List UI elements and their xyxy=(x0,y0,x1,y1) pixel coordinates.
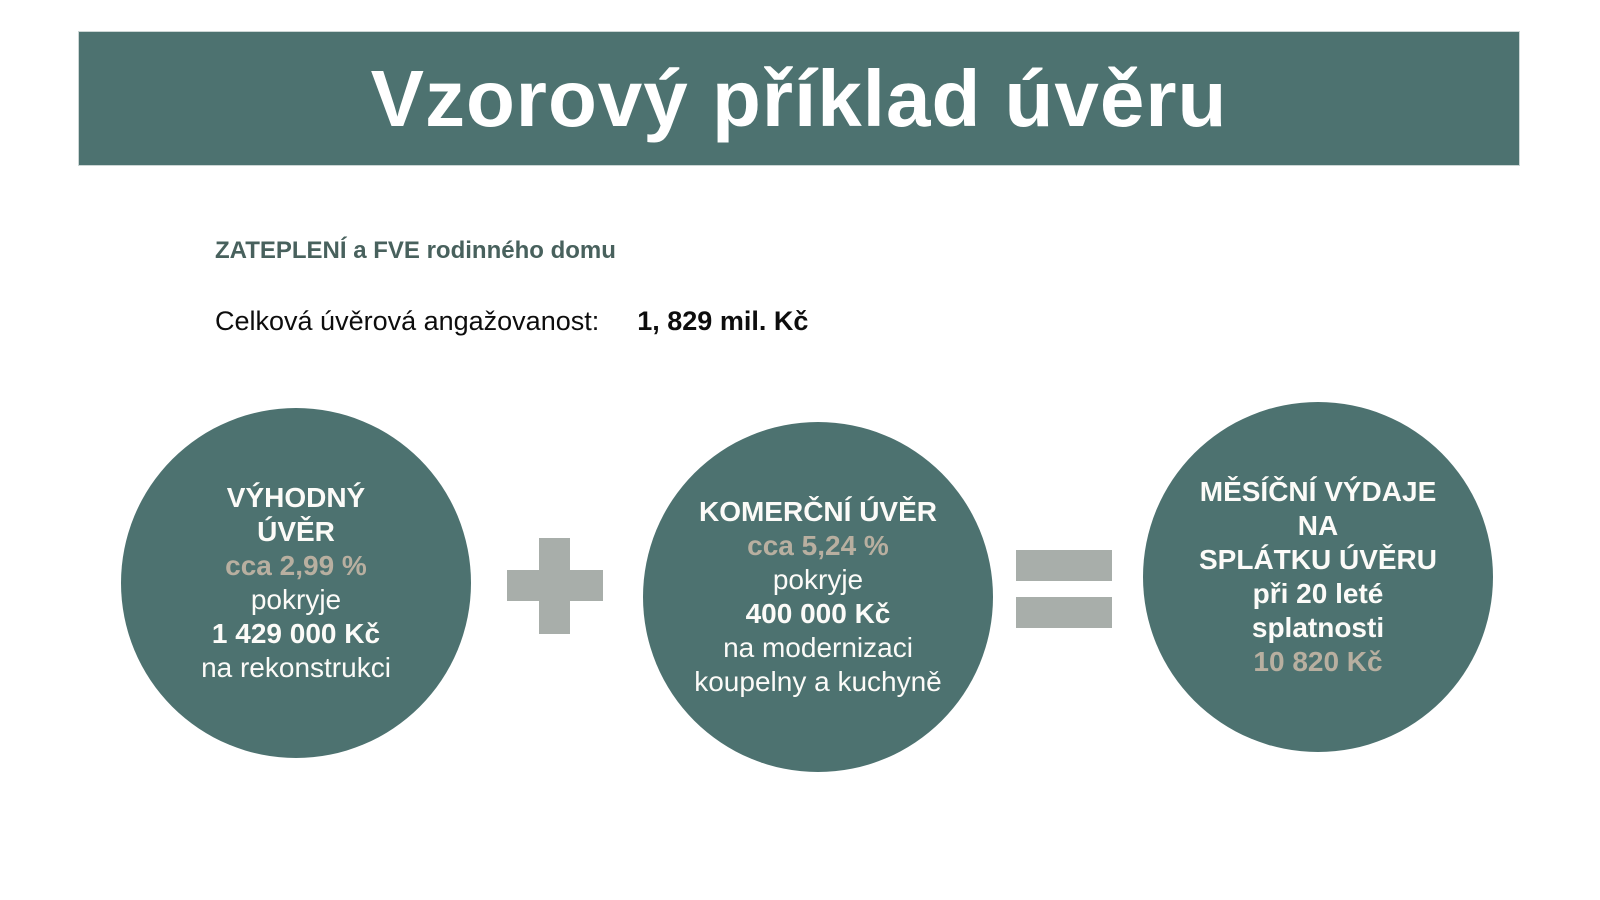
circle-mesicni-vydaje xyxy=(1143,402,1493,752)
equals-icon xyxy=(1016,550,1112,628)
credit-exposure-value: 1, 829 mil. Kč xyxy=(637,306,809,336)
circle-line: při 20 leté xyxy=(1252,578,1384,609)
circle-line-amount: 10 820 Kč xyxy=(1253,646,1383,677)
circle-vyhodny-uver xyxy=(121,408,471,758)
plus-bar-vertical xyxy=(539,538,570,634)
slide-title: Vzorový příklad úvěru xyxy=(370,53,1228,143)
circle-line-rate: cca 5,24 % xyxy=(747,530,889,561)
title-banner xyxy=(78,31,1520,166)
circle-line: VÝHODNÝ xyxy=(226,482,366,513)
circle-line: pokryje xyxy=(772,564,864,595)
circle-komercni-uver xyxy=(643,422,993,772)
circle-line-amount: 1 429 000 Kč xyxy=(211,618,381,649)
equals-bar-top xyxy=(1016,550,1112,581)
circle-line: splatnosti xyxy=(1251,612,1385,643)
circle-line: na rekonstrukci xyxy=(201,652,391,683)
equals-bar-bottom xyxy=(1016,597,1112,628)
circle-line: NA xyxy=(1297,510,1339,541)
circle-line: koupelny a kuchyně xyxy=(694,666,942,697)
credit-exposure-line xyxy=(215,303,808,339)
circle-line: pokryje xyxy=(250,584,342,615)
credit-exposure-label: Celková úvěrová angažovanost: xyxy=(215,306,600,336)
circle-line-rate: cca 2,99 % xyxy=(225,550,367,581)
circle-line-amount: 400 000 Kč xyxy=(745,598,891,629)
circle-line: ÚVĚR xyxy=(257,516,335,547)
project-heading: ZATEPLENÍ a FVE rodinného domu xyxy=(215,237,616,264)
plus-icon xyxy=(507,538,603,634)
circle-line: MĚSÍČNÍ VÝDAJE xyxy=(1199,476,1437,507)
circle-line: na modernizaci xyxy=(723,632,913,663)
circle-line: KOMERČNÍ ÚVĚR xyxy=(698,496,937,527)
circle-line: SPLÁTKU ÚVĚRU xyxy=(1198,544,1437,575)
